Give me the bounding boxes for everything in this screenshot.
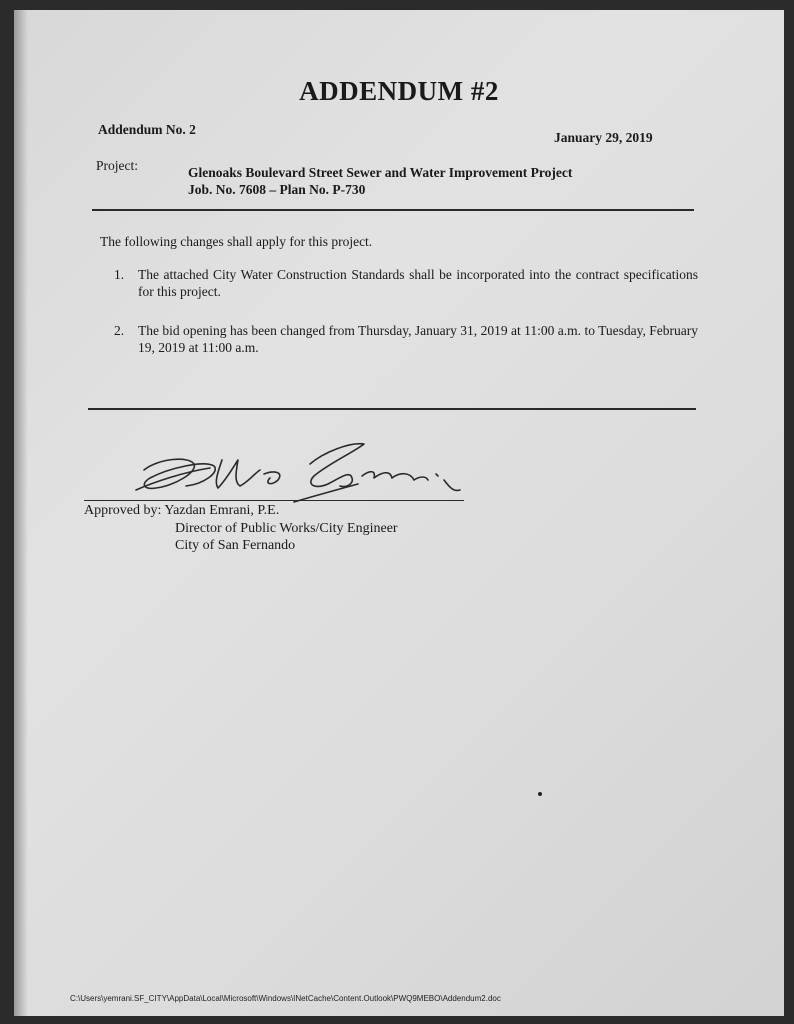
- document-title: ADDENDUM #2: [299, 76, 499, 106]
- project-name-line1: Glenoaks Boulevard Street Sewer and Water Improvement Project: [188, 165, 573, 180]
- project-job-number: Job. No. 7608 – Plan No. P-730: [188, 182, 366, 197]
- project-name: [188, 164, 572, 198]
- divider-bottom: [88, 408, 696, 410]
- approver-title: Director of Public Works/City Engineer: [175, 520, 398, 536]
- list-item-text: The attached City Water Construction Standards shall be incorporated into the contract specifications for this project.: [138, 267, 698, 299]
- scan-speck: [538, 792, 542, 796]
- list-item: [114, 322, 698, 356]
- project-label: Project:: [96, 158, 138, 173]
- approval-block: [84, 502, 398, 555]
- document-page: [14, 10, 784, 1016]
- list-item-number: 1.: [114, 267, 125, 282]
- signature-image: [114, 430, 474, 510]
- approved-by-name: Approved by: Yazdan Emrani, P.E.: [84, 503, 280, 518]
- document-date: January 29, 2019: [554, 130, 653, 145]
- signature-line: [84, 500, 464, 501]
- scan-shadow: [14, 10, 28, 1016]
- list-item-text: The bid opening has been changed from Thursday, January 31, 2019 at 11:00 a.m. to Tuesday, February 19, 2019 at 11:00 a.m.: [138, 323, 698, 355]
- list-item: [114, 266, 698, 300]
- approver-organization: City of San Fernando: [175, 538, 296, 553]
- intro-text: The following changes shall apply for this project.: [100, 234, 373, 249]
- footer-file-path: C:\Users\yemrani.SF_CITY\AppData\Local\Microsoft\Windows\INetCache\Content.Outlook\PWQ9MEBO\Addendum2.doc: [70, 994, 501, 1003]
- list-item-number: 2.: [114, 323, 125, 338]
- addendum-number: Addendum No. 2: [98, 122, 196, 137]
- divider-top: [92, 209, 694, 211]
